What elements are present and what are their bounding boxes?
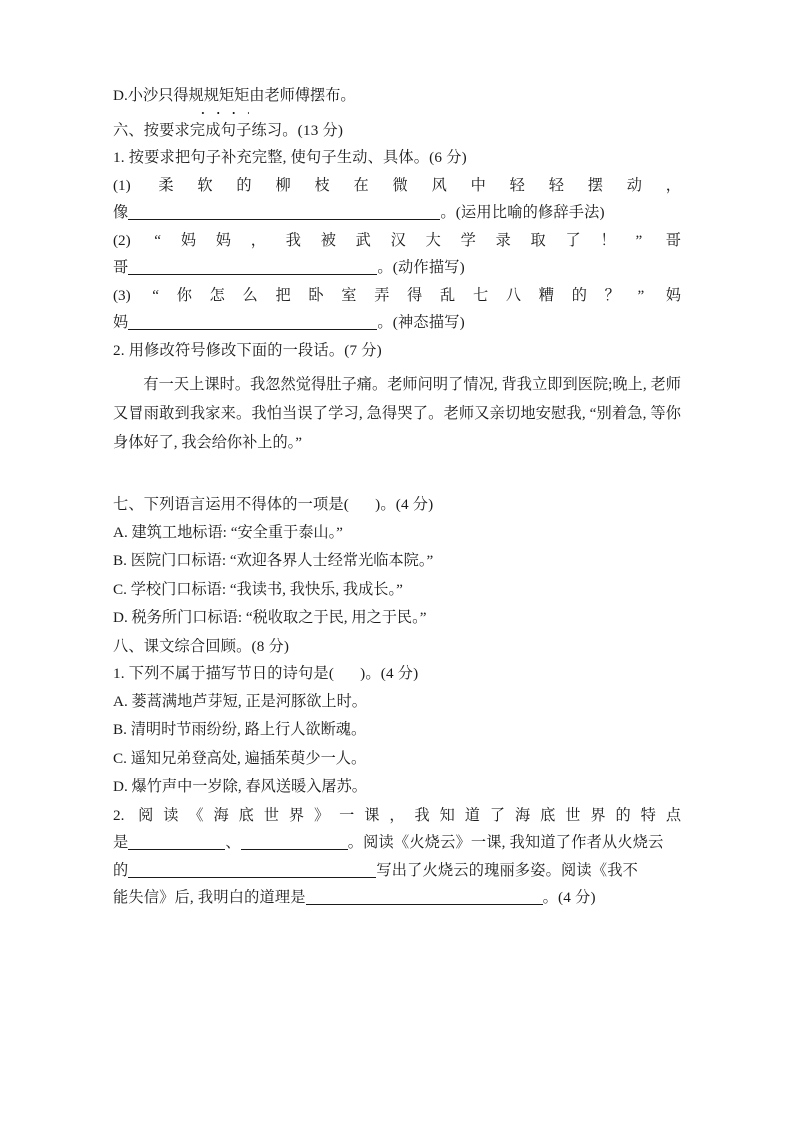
q1-item2-lead: 哥	[113, 259, 129, 276]
section-eight-q1-stem	[113, 660, 681, 688]
q1-item1-answer-line	[113, 199, 681, 227]
q1-item1-lead: 像	[113, 204, 129, 221]
carryover-option-after: 由老师傅摆布。	[249, 87, 356, 104]
q1-item3-hint: (神态描写)	[392, 314, 465, 331]
carryover-option-label: D.	[113, 87, 128, 104]
section-six-heading: 六、按要求完成句子练习。(13 分)	[113, 121, 344, 139]
q1-item1-hint: (运用比喻的修辞手法)	[455, 204, 605, 221]
page-content	[113, 82, 681, 912]
section-seven-option-d[interactable]: D. 税务所门口标语: “税收取之于民, 用之于民。”	[113, 609, 427, 626]
section-eight-q2-line3	[113, 857, 681, 885]
section-seven-heading	[113, 491, 681, 519]
q1-item3-answer-line	[113, 309, 681, 337]
section-eight-q1-stem-after: )。(4 分)	[360, 665, 419, 682]
q2-line2-lead: 是	[113, 834, 129, 851]
q1-item1-blank[interactable]	[128, 202, 440, 220]
q2-blank-1[interactable]	[128, 832, 225, 850]
q2-line2-tail: 。阅读《火烧云》一课, 我知道了作者从火烧云	[347, 834, 664, 851]
q1-item3-lead: 妈	[113, 314, 129, 331]
section-eight-q1-option-a[interactable]: A. 蒌蒿满地芦芽短, 正是河豚欲上时。	[113, 692, 367, 710]
section-seven-option-c[interactable]: C. 学校门口标语: “我读书, 我快乐, 我成长。”	[113, 580, 403, 598]
q1-item1-punct: 。	[440, 204, 456, 221]
section-six-q2-paragraph: 有一天上课时。我忽然觉得肚子痛。老师问明了情况, 背我立即到医院;晚上, 老师又冒雨敢到我家来。我怕当误了学习, 急得哭了。老师又亲切地安慰我, “别着急, 等你身体好了, 我会给你补上的。”	[113, 376, 681, 451]
spacer	[113, 457, 681, 491]
q2-blank-4[interactable]	[306, 887, 543, 905]
section-eight-q2-spread-line: 2. 阅读《海底世界》一课，我知道了海底世界的特点	[113, 806, 681, 824]
q2-line4-lead: 能失信》后, 我明白的道理是	[113, 889, 306, 906]
section-six-q1-stem: 1. 按要求把句子补充完整, 使句子生动、具体。(6 分)	[113, 149, 467, 166]
section-seven-heading-after: )。(4 分)	[375, 496, 434, 513]
section-eight-heading: 八、课文综合回顾。(8 分)	[113, 637, 290, 655]
q1-item2-spread-line: (2) “妈妈，我被武汉大学录取了！” 哥	[113, 231, 681, 249]
section-eight-q1-option-d[interactable]: D. 爆竹声中一岁除, 春风送暖入屠苏。	[113, 778, 367, 795]
q2-line3-tail: 写出了火烧云的瑰丽多姿。阅读《我不	[376, 861, 638, 879]
section-eight-q1-stem-before: 1. 下列不属于描写节日的诗句是(	[113, 665, 335, 682]
q1-item2-punct: 。	[377, 259, 393, 276]
carryover-option-emphasized: 规规矩矩	[189, 82, 250, 111]
q2-line3-lead: 的	[113, 861, 129, 879]
q1-item2-blank[interactable]	[128, 257, 377, 275]
q1-item2-hint: (动作描写)	[392, 259, 465, 276]
section-seven-option-a[interactable]: A. 建筑工地标语: “安全重于泰山。”	[113, 523, 343, 541]
section-seven-heading-before: 七、下列语言运用不得体的一项是(	[113, 496, 350, 513]
q1-item3-punct: 。	[377, 314, 393, 331]
q2-line2-separator: 、	[225, 834, 241, 851]
section-eight-q2-line4	[113, 884, 681, 912]
section-eight-q1-option-c[interactable]: C. 遥知兄弟登高处, 遍插茱萸少一人。	[113, 749, 367, 767]
section-eight-q1-option-b[interactable]: B. 清明时节雨纷纷, 路上行人欲断魂。	[113, 721, 367, 738]
q2-line4-tail: 。(4 分)	[542, 889, 596, 906]
section-seven-option-b[interactable]: B. 医院门口标语: “欢迎各界人士经常光临本院。”	[113, 552, 434, 569]
section-eight-q2-line2	[113, 829, 681, 857]
carryover-option-before: 小沙只得	[127, 87, 189, 104]
q1-item3-blank[interactable]	[128, 312, 377, 330]
q1-item2-answer-line	[113, 254, 681, 282]
section-six-q2-stem: 2. 用修改符号修改下面的一段话。(7 分)	[113, 341, 382, 359]
q1-item3-spread-line: (3) “你怎么把卧室弄得乱七八糟的？” 妈	[113, 286, 681, 304]
carryover-option-d	[113, 82, 681, 111]
q1-item1-spread-line: (1) 柔软的柳枝在微风中轻轻摆动，	[113, 176, 681, 194]
q2-blank-3[interactable]	[128, 860, 376, 878]
q2-blank-2[interactable]	[241, 832, 348, 850]
